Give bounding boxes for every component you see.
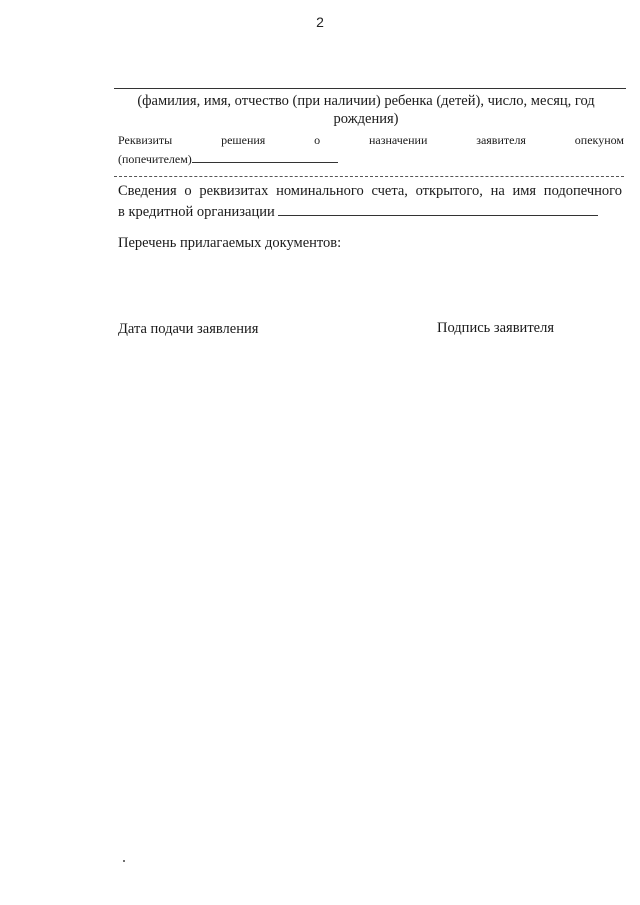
guardian-decision-word: Реквизиты bbox=[118, 133, 173, 147]
nominal-account-continuation-text: в кредитной организации bbox=[118, 204, 275, 220]
guardian-decision-word: опекуном bbox=[574, 133, 624, 147]
nominal-account-continuation bbox=[118, 201, 598, 221]
child-info-line bbox=[114, 88, 626, 89]
child-info-caption: (фамилия, имя, отчество (при наличии) ребенка (детей), число, месяц, год рождения) bbox=[137, 93, 595, 127]
guardian-decision-continuation-text: (попечителем) bbox=[118, 152, 192, 166]
guardian-decision-word: решения bbox=[221, 133, 266, 147]
scan-speck bbox=[123, 860, 125, 862]
guardian-decision-field[interactable] bbox=[192, 150, 338, 163]
guardian-decision-word: назначении bbox=[368, 133, 428, 147]
guardian-decision-continuation bbox=[118, 150, 338, 167]
nominal-account-field[interactable] bbox=[278, 201, 598, 216]
application-date-label: Дата подачи заявления bbox=[118, 321, 259, 337]
page-number: 2 bbox=[316, 14, 324, 30]
separator-line bbox=[114, 176, 624, 177]
guardian-decision-row bbox=[118, 133, 624, 148]
nominal-account-text: Сведения о реквизитах номинального счета, открытого, на имя подопечного bbox=[118, 183, 622, 199]
applicant-signature-label: Подпись заявителя bbox=[437, 320, 554, 336]
guardian-decision-word: о bbox=[314, 133, 321, 147]
documents-list-label: Перечень прилагаемых документов: bbox=[118, 235, 342, 251]
guardian-decision-word: заявителя bbox=[476, 133, 526, 147]
